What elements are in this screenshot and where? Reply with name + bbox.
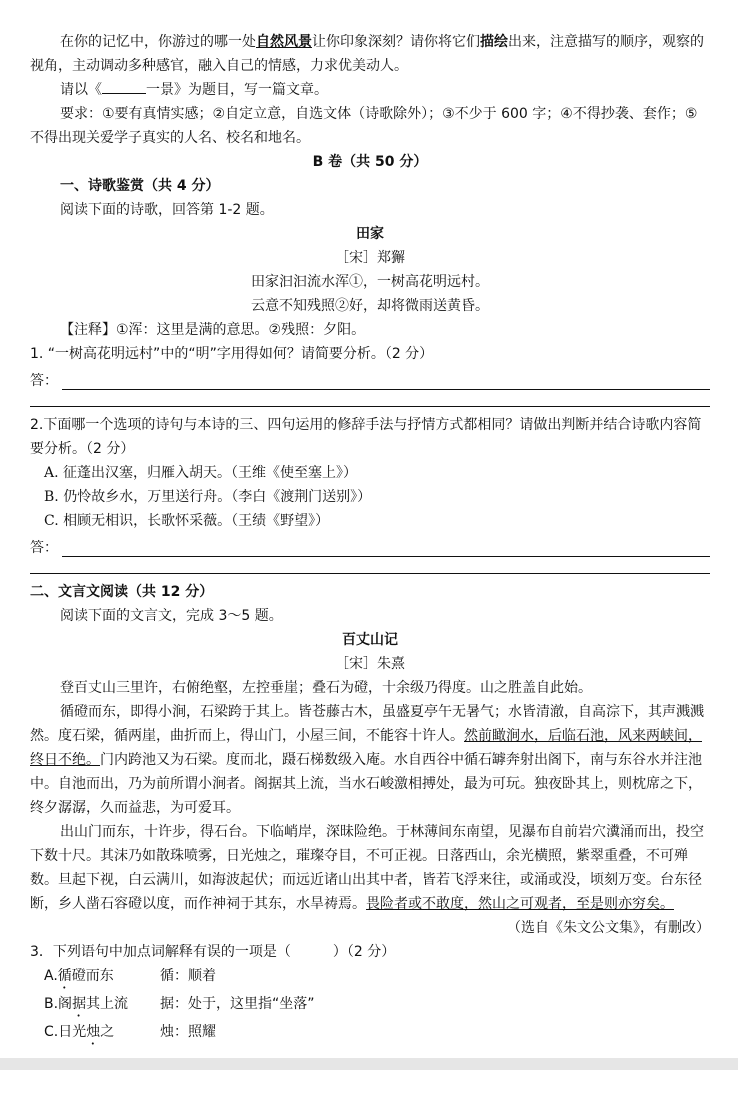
passage-text: 循磴而东，即得小涧，石梁跨于其上。皆苍藤古木，虽盛夏亭午无暑气；水皆清澈，自高淙下，其声溅溅然。度石梁，循两崖，曲折而上，得山门，小屋三间，不能容十许人。 — [30, 704, 704, 744]
poetry-heading: 一、诗歌鉴赏（共 4 分） — [60, 178, 220, 194]
page-content — [30, 30, 710, 1048]
option-b: B. 仍怜故乡水，万里送行舟。（李白《渡荆门送别》） — [44, 489, 372, 505]
essay-keyword-describe: 描绘 — [480, 34, 508, 50]
option-explanation: 烛：照耀 — [160, 1024, 216, 1040]
essay-keyword-scenery: 自然风景 — [256, 34, 312, 50]
essay-title-instruction — [30, 78, 710, 102]
poem-note: 【注释】①浑：这里是满的意思。②残照：夕阳。 — [60, 322, 366, 338]
passage-author: ［宋］朱熹 — [335, 656, 405, 672]
passage-title: 百丈山记 — [342, 632, 398, 648]
section-b-title: B 卷（共 50 分） — [312, 154, 428, 170]
answer-label: 答： — [30, 540, 58, 556]
dotted-word: 据 — [72, 996, 87, 1012]
passage-source: （选自《朱文公文集》，有删改） — [507, 920, 710, 936]
passage-paragraph-2 — [30, 700, 710, 820]
classical-heading: 二、文言文阅读（共 12 分） — [30, 584, 214, 600]
answer-area-2[interactable] — [30, 533, 710, 557]
essay-prompt — [30, 30, 710, 78]
answer-line — [30, 557, 710, 574]
passage-paragraph-1: 登百丈山三里许，右俯绝壑，左控垂崖；叠石为磴，十余级乃得度。山之胜盖自此始。 — [60, 680, 592, 696]
underlined-sentence: 然前瞰涧水，后临石池，风来两峡间，终日不绝。 — [30, 728, 702, 768]
essay-text: 让你印象深刻？请你将它们 — [312, 34, 480, 50]
passage-paragraph-3 — [30, 820, 710, 916]
underlined-sentence: 畏险者或不敢度，然山之可观者，至是则亦穷矣。 — [366, 896, 674, 912]
essay-text: 请以《 — [60, 82, 102, 98]
essay-text: 一景》为题目，写一篇文章。 — [146, 82, 328, 98]
poem-line-1: 田家汩汩流水浑①，一树高花明远村。 — [251, 274, 489, 290]
poem-title: 田家 — [356, 226, 384, 242]
poetry-instruction: 阅读下面的诗歌，回答第 1-2 题。 — [60, 202, 274, 218]
option-explanation: 循：顺着 — [160, 968, 216, 984]
dotted-word: 循 — [57, 968, 72, 984]
dotted-word: 烛 — [86, 1024, 101, 1040]
essay-text: 在你的记忆中，你游过的哪一处 — [60, 34, 256, 50]
q3-option-a: A.循磴而东 循：顺着 — [30, 964, 710, 992]
q3-option-b: B.阁据其上流 据：处于，这里指“坐落” — [30, 992, 710, 1020]
title-blank — [102, 79, 146, 94]
essay-text: 出来，注意描写的顺序，观察的视角，主动调动多种感官，融入自己的情感，力求优美动人。 — [30, 34, 704, 74]
answer-area-1[interactable] — [30, 366, 710, 390]
answer-line — [62, 540, 710, 557]
question-2: 2.下面哪一个选项的诗句与本诗的三、四句运用的修辞手法与抒情方式都相同？请做出判断并结合诗歌内容简要分析。（2 分） — [30, 417, 702, 457]
passage-text: 出山门而东，十许步，得石台。下临峭岸，深昧险绝。于林薄间东南望，见瀑布自前岩穴瀵涌而出，投空下数十尺。其沫乃如散珠喷雾，日光烛之，璀璨夺目，不可正视。日落西山，余光横照，紫翠重叠，不可殚数。旦起下视，白云满川，如海波起伏；而远近诸山出其中者，皆若飞浮来往，或涌或没，顷刻万变。台东径断，乡人凿石容磴以度，而作神祠于其东，水旱祷焉。 — [30, 824, 704, 912]
poem-line-2: 云意不知残照②好，却将微雨送黄昏。 — [251, 298, 489, 314]
answer-label: 答： — [30, 373, 58, 389]
essay-requirements: 要求：①要有真情实感；②自定立意，自选文体（诗歌除外）；③不少于 600 字；④不得抄袭、套作；⑤不得出现关爱学子真实的人名、校名和地名。 — [30, 106, 698, 146]
poem-author: ［宋］郑獬 — [335, 250, 405, 266]
classical-instruction: 阅读下面的文言文，完成 3～5 题。 — [60, 608, 283, 624]
question-3: 3．下列语句中加点词解释有误的一项是（ ）（2 分） — [30, 944, 396, 960]
option-c: C. 相顾无相识，长歌怀采薇。（王绩《野望》） — [44, 513, 330, 529]
page-gap — [0, 1058, 738, 1107]
answer-line — [62, 373, 710, 390]
answer-line — [30, 390, 710, 407]
question-1: 1. “一树高花明远村”中的“明”字用得如何？请简要分析。（2 分） — [30, 346, 434, 362]
q3-option-c: C.日光烛之 烛：照耀 — [30, 1020, 710, 1048]
option-a: A. 征蓬出汉塞，归雁入胡天。（王维《使至塞上》） — [44, 465, 358, 481]
passage-text: 门内跨池又为石梁。度而北，蹑石梯数级入庵。水自西谷中循石罅奔射出阁下，南与东谷水并注池中。自池而出，乃为前所谓小涧者。阁据其上流，当水石峻激相搏处，最为可玩。独夜卧其上，则枕席之下，终夕潺潺，久而益悲，为可爱耳。 — [30, 752, 702, 816]
next-page-edge — [0, 1070, 738, 1107]
option-explanation: 据：处于，这里指“坐落” — [160, 996, 315, 1012]
